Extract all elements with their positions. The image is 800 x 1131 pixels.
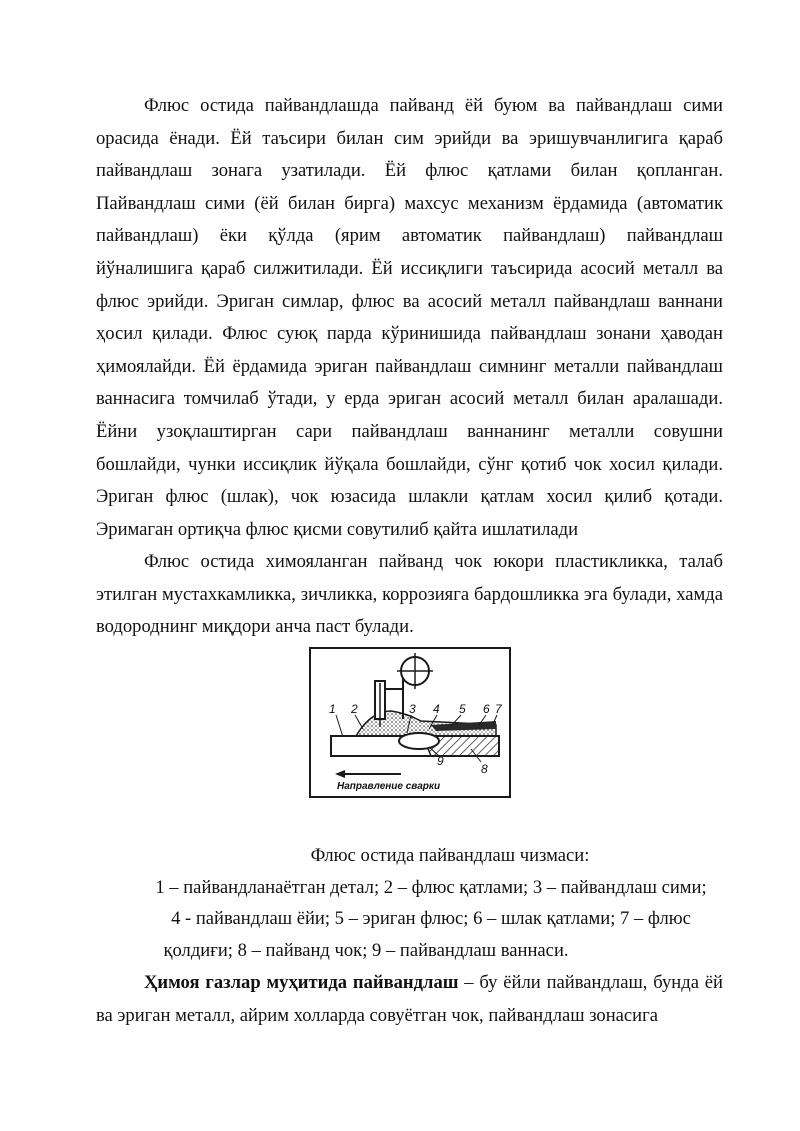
diagram-label-4: 4	[433, 702, 440, 716]
diagram-label-9: 9	[437, 754, 444, 768]
diagram-label-6: 6	[483, 702, 490, 716]
flux-welding-diagram	[309, 647, 511, 798]
diagram-label-1: 1	[329, 702, 336, 716]
figure-caption-line-2: 4 - пайвандлаш ёйи; 5 – эриган флюс; 6 – шлак қатлами; 7 – флюс	[171, 908, 691, 929]
diagram-label-3: 3	[409, 702, 416, 716]
weld-pool	[399, 733, 439, 749]
diagram-label-8: 8	[481, 762, 488, 776]
paragraph-flux-welding-process: Флюс остида пайвандлашда пайванд ёй буюм ва пайвандлаш сими орасида ёнади. Ёй таъсири билан сим эрийди ва эришувчанлигига қараб пайвандлаш зонага узатилади. Ёй флюс қатлами билан қопланган. Пайвандлаш сими (ёй билан бирга) махсус механизм ёрдамида (автоматик пайвандлаш) ёки қўлда (ярим автоматик пайвандлаш) пайвандлаш йўналишига қараб силжитилади. Ёй иссиқлиги таъсирида асосий металл ва флюс эрийди. Эриган симлар, флюс ва асосий металл пайвандлаш ваннани ҳосил қилади. Флюс суюқ парда кўринишида пайвандлаш зонани ҳаводан ҳимоялайди. Ёй ёрдамида эриган пайвандлаш симнинг металли пайвандлаш ваннасига томчилаб ўтади, у ерда эриган асосий металл билан аралашади. Ёйни узоқлаштирган сари пайвандлаш ваннанинг металли совушни бошлайди, чунки иссиқлик йўқала бошлайди, сўнг қотиб чок хосил қилади. Эриган флюс (шлак), чок юзасида шлакли қатлам хосил қилиб қотади. Эримаган ортиқча флюс қисми совутилиб қайта ишлатилади	[96, 95, 723, 540]
figure-caption-line-3: қолдиғи; 8 – пайванд чок; 9 – пайвандлаш ваннаси.	[163, 940, 569, 961]
diagram-drawing	[311, 649, 508, 795]
diagram-label-5: 5	[459, 702, 466, 716]
diagram-label-7: 7	[495, 702, 502, 716]
figure-caption-title: Флюс остида пайвандлаш чизмаси:	[310, 845, 590, 866]
paragraph-gas-shielded-welding	[96, 967, 723, 1032]
paragraph-gas-shielded-text: – бу ёйли пайвандлаш, бунда ёй ва эриган металл, айрим холларда совуётган чок, пайвандлаш зонасига	[96, 972, 723, 1026]
paragraph-weld-properties: Флюс остида химояланган пайванд чок юкори пластикликка, талаб этилган мустахкамликка, зичликка, коррозияга бардошликка эга булади, хамда водороднинг миқдори анча паст булади.	[96, 551, 723, 638]
term-gas-shielded-welding: Ҳимоя газлар муҳитида пайвандлаш	[144, 972, 459, 993]
arrow-head-icon	[335, 770, 345, 778]
figure-caption-line-1: 1 – пайвандланаётган детал; 2 – флюс қатлами; 3 – пайвандлаш сими;	[155, 877, 707, 898]
direction-label: Направление сварки	[337, 781, 441, 792]
diagram-label-2: 2	[351, 702, 358, 716]
